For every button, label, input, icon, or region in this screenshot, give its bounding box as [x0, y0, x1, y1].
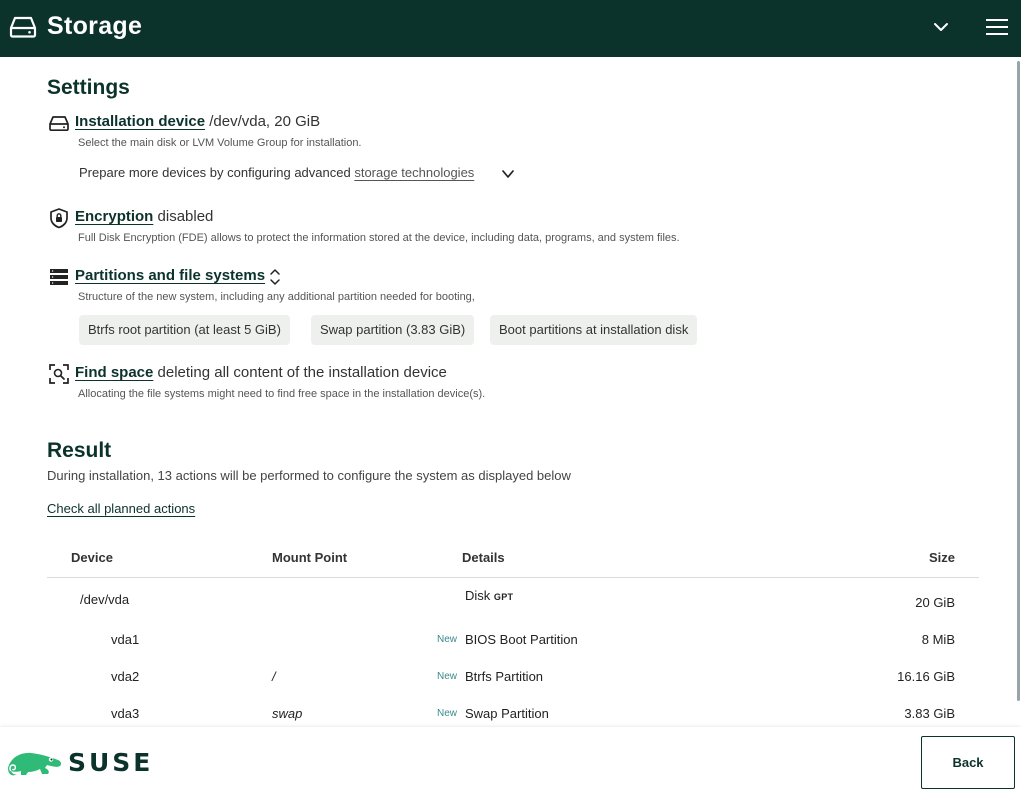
new-badge: New: [437, 671, 458, 682]
partition-chip: Btrfs root partition (at least 5 GiB): [79, 315, 290, 345]
table-cell-details: [465, 588, 513, 603]
column-header-mount-point: Mount Point: [272, 550, 348, 565]
table-header-divider: [47, 577, 979, 578]
prepare-devices-text: Prepare more devices by configuring advanced: [79, 165, 355, 180]
table-cell-size: 16.16 GiB: [897, 669, 955, 684]
table-cell-mount-point: /: [272, 669, 276, 684]
page-title: Storage: [47, 12, 143, 40]
menu-icon[interactable]: [984, 16, 1010, 38]
partitions-description: Structure of the new system, including any additional partition needed for booting,: [78, 291, 475, 303]
installation-device-description: Select the main disk or LVM Volume Group for installation.: [78, 137, 362, 149]
top-header: [0, 0, 1021, 57]
encryption-description: Full Disk Encryption (FDE) allows to protect the information stored at the device, including data, programs, and system files.: [78, 232, 680, 244]
find-space-icon: [48, 363, 70, 385]
find-space-link[interactable]: Find space: [75, 364, 154, 381]
installation-device-value: /dev/vda, 20 GiB: [209, 113, 321, 130]
hard-drive-icon: [48, 113, 70, 135]
settings-heading: Settings: [47, 76, 130, 99]
table-cell-size: 3.83 GiB: [904, 706, 955, 721]
table-cell-size: 8 MiB: [921, 632, 955, 647]
installation-device-link[interactable]: Installation device: [75, 113, 206, 130]
scrollbar-thumb[interactable]: [1017, 61, 1020, 701]
result-description: During installation, 13 actions will be performed to configure the system as displayed below: [47, 468, 571, 483]
table-cell-details: Swap Partition: [465, 706, 549, 721]
partition-table-tag: GPT: [493, 592, 514, 602]
suse-logo: [6, 746, 158, 778]
table-cell-details: BIOS Boot Partition: [465, 632, 578, 647]
hard-drive-icon: [9, 15, 37, 39]
storage-technologies-link[interactable]: storage technologies: [354, 165, 475, 180]
column-header-device: Device: [71, 550, 113, 565]
encryption-line: [75, 208, 213, 225]
main-content: [0, 57, 1016, 727]
table-cell-size: 20 GiB: [915, 595, 955, 610]
table-cell-details: Btrfs Partition: [465, 669, 544, 684]
result-heading: Result: [47, 439, 112, 462]
new-badge: New: [437, 708, 458, 719]
installation-device-line: [75, 113, 320, 130]
table-cell-device: vda3: [111, 706, 140, 721]
prepare-devices-line: [79, 165, 474, 180]
chevron-down-icon[interactable]: [930, 18, 952, 36]
scrollbar[interactable]: [1016, 57, 1021, 727]
encryption-link[interactable]: Encryption: [75, 208, 154, 225]
svg-text:SUSE: SUSE: [68, 748, 154, 777]
list-icon: [48, 266, 70, 288]
chameleon-logo-icon: [8, 753, 61, 775]
table-cell-mount-point: swap: [272, 706, 303, 721]
partitions-link[interactable]: Partitions and file systems: [75, 267, 266, 284]
find-space-value: deleting all content of the installation device: [157, 364, 447, 381]
table-cell-device: vda1: [111, 632, 140, 647]
footer: [0, 727, 1021, 795]
new-badge: New: [437, 634, 458, 645]
partition-chip: Boot partitions at installation disk: [490, 315, 697, 345]
shield-lock-icon: [48, 207, 70, 229]
table-cell-device: vda2: [111, 669, 140, 684]
column-header-details: Details: [462, 550, 505, 565]
find-space-line: [75, 364, 447, 381]
chevron-down-icon[interactable]: [500, 167, 516, 181]
table-cell-device: /dev/vda: [80, 592, 130, 607]
sort-icon[interactable]: [268, 268, 282, 286]
back-button[interactable]: Back: [921, 736, 1015, 789]
partition-chip: Swap partition (3.83 GiB): [311, 315, 474, 345]
partitions-line: [75, 267, 265, 284]
details-text: Disk: [465, 588, 491, 603]
column-header-size: Size: [928, 550, 955, 565]
check-planned-actions-link[interactable]: Check all planned actions: [47, 501, 196, 516]
encryption-value: disabled: [157, 208, 214, 225]
find-space-description: Allocating the file systems might need to find free space in the installation device(s).: [78, 388, 486, 400]
